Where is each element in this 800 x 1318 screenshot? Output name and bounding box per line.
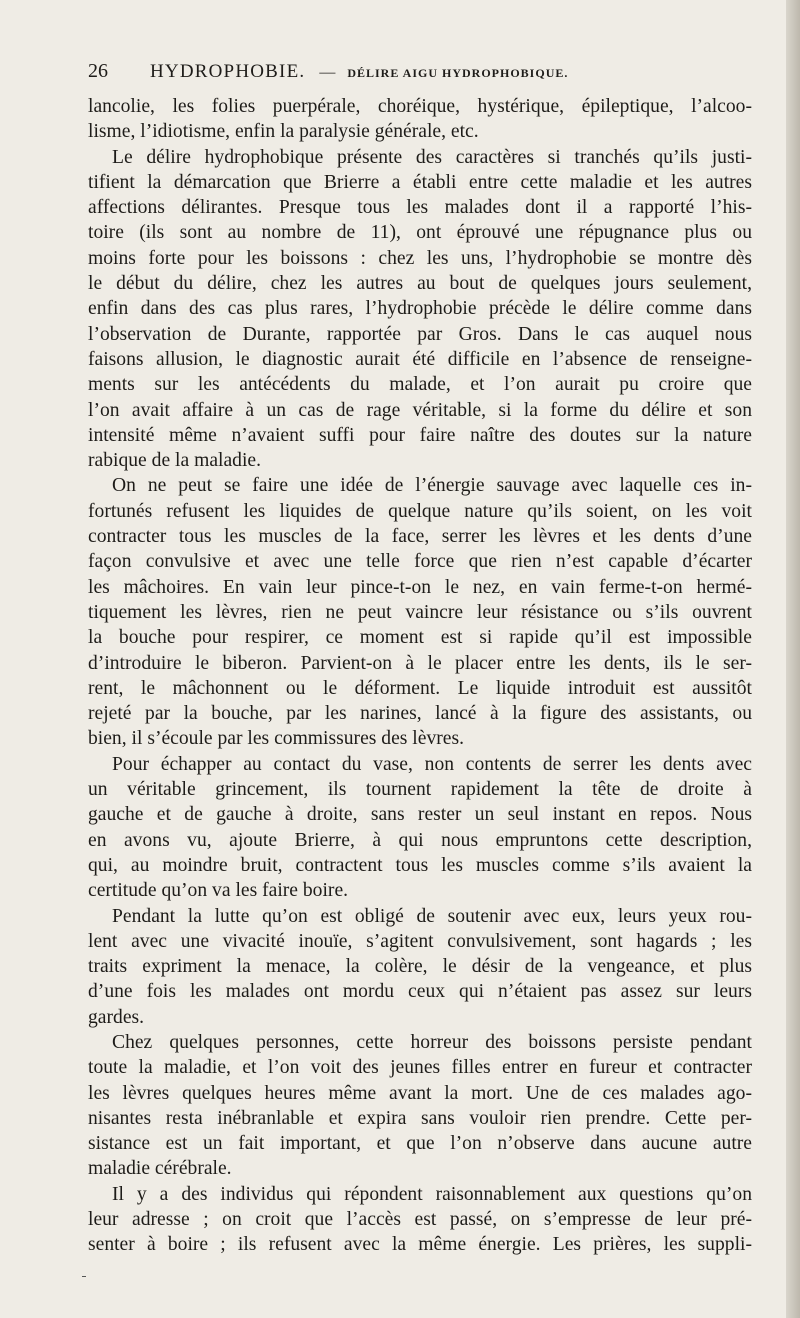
running-title: HYDROPHOBIE. [150,61,306,82]
text-line: certitude qu’on va les faire boire. [88,880,349,902]
text-line: ments sur les antécédents du malade, et l’on aurait pu croire que [88,374,752,396]
text-line: On ne peut se faire une idée de l’énergie sauvage avec laquelle ces in- [112,475,752,497]
header-dash: — [319,64,336,81]
text-line: rejeté par la bouche, par les narines, lancé à la figure des assistants, ou [88,703,752,725]
text-line: contracter tous les muscles de la face, serrer les lèvres et les dents d’une [88,526,752,548]
text-line: Pour échapper au contact du vase, non contents de serrer les dents avec [112,753,752,775]
text-line: l’observation de Durante, rapportée par Gros. Dans le cas auquel nous [88,323,752,345]
page-number: 26 [88,60,108,82]
page-edge-shadow [786,0,800,1318]
text-line: traits expriment la menace, la colère, le désir de la vengeance, et plus [88,956,752,978]
text-line: les mâchoires. En vain leur pince-t-on le nez, en vain ferme-t-on hermé- [88,576,752,598]
text-line: faisons allusion, le diagnostic aurait été difficile en l’absence de renseigne- [88,348,752,370]
text-line: Chez quelques personnes, cette horreur des boissons persiste pendant [112,1031,752,1053]
text-line: rabique de la maladie. [88,450,261,472]
text-line: enfin dans des cas plus rares, l’hydrophobie précède le délire comme dans [88,298,752,320]
text-line: tiquement les lèvres, rien ne peut vaincre leur résistance ou s’ils ouvrent [88,601,752,623]
body-text [88,94,752,1258]
text-line: un véritable grincement, ils tournent rapidement la tête de droite à [88,779,752,801]
text-line: d’introduire le biberon. Parvient-on à le placer entre les dents, ils le ser- [88,652,752,674]
text-line: d’une fois les malades ont mordu ceux qui n’étaient pas assez sur leurs [88,981,752,1003]
text-line: sistance est un fait important, et que l’on n’observe dans aucune autre [88,1133,752,1155]
text-line: l’on avait affaire à un cas de rage véritable, si la forme du délire et son [88,399,752,421]
text-line: leur adresse ; on croit que l’accès est passé, on s’empresse de leur pré- [88,1209,752,1231]
text-line: maladie cérébrale. [88,1158,232,1180]
print-mark [82,1276,86,1277]
text-line: Le délire hydrophobique présente des caractères si tranchés qu’ils justi- [112,146,752,168]
text-line: intensité même n’avaient suffi pour faire naître des doutes sur la nature [88,424,752,446]
text-line: le début du délire, chez les autres au bout de quelques jours seulement, [88,273,752,295]
text-line: senter à boire ; ils refusent avec la même énergie. Les prières, les suppli- [88,1234,752,1256]
text-line: fortunés refusent les liquides de quelque nature qu’ils soient, on les voit [88,500,752,522]
text-line: Il y a des individus qui répondent raisonnablement aux questions qu’on [112,1183,752,1205]
text-line: tifient la démarcation que Brierre a établi entre cette maladie et les autres [88,171,752,193]
text-line: gardes. [88,1006,145,1028]
text-line: bien, il s’écoule par les commissures des lèvres. [88,728,464,750]
text-line: la bouche pour respirer, ce moment est si rapide qu’il est impossible [88,627,752,649]
text-line: rent, le mâchonnent ou le déforment. Le liquide introduit est aussitôt [88,677,752,699]
text-line: nisantes resta inébranlable et expira sans vouloir rien prendre. Cette per- [88,1107,752,1129]
text-line: lent avec une vivacité inouïe, s’agitent convulsivement, sont hagards ; les [88,930,752,952]
text-line: Pendant la lutte qu’on est obligé de soutenir avec eux, leurs yeux rou- [112,905,752,927]
text-line: affections délirantes. Presque tous les malades dont il a rapporté l’his- [88,197,752,219]
text-line: toire (ils sont au nombre de 11), ont éprouvé une répugnance plus ou [88,222,752,244]
text-line: lisme, l’idiotisme, enfin la paralysie générale, etc. [88,121,479,143]
text-line: en avons vu, ajoute Brierre, à qui nous empruntons cette description, [88,829,752,851]
text-line: moins forte pour les boissons : chez les uns, l’hydrophobie se montre dès [88,247,752,269]
text-line: façon convulsive et avec une telle force que rien n’est capable d’écarter [88,551,752,573]
running-subtitle: DÉLIRE AIGU HYDROPHOBIQUE. [347,66,569,80]
text-line: les lèvres quelques heures même avant la mort. Une de ces malades ago- [88,1082,752,1104]
text-line: qui, au moindre bruit, contractent tous les muscles comme s’ils avaient la [88,854,752,876]
text-line: gauche et de gauche à droite, sans rester un seul instant en repos. Nous [88,804,752,826]
text-line: toute la maladie, et l’on voit des jeunes filles entrer en fureur et contracter [88,1057,752,1079]
running-header [88,60,748,90]
text-line: lancolie, les folies puerpérale, choréique, hystérique, épileptique, l’alcoo- [88,96,752,117]
